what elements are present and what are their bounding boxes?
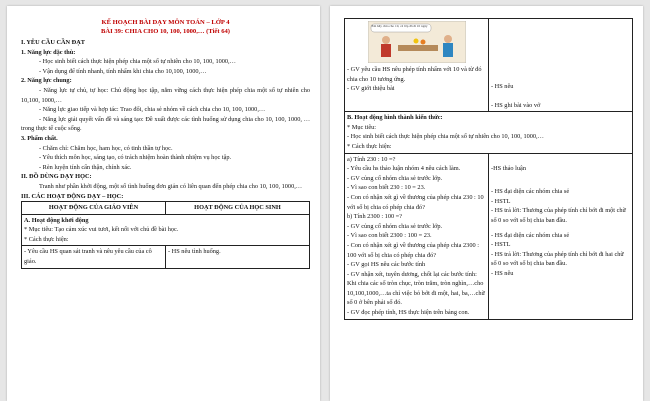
teacher-line: - Vì sao con biết 2300 : 100 = 23. bbox=[347, 232, 432, 240]
teacher-line: - Con có nhận xét gì về thương của phép chia 230 : 10 với số bị chia có phép chia đó? bbox=[347, 193, 484, 211]
paragraph: - Vận dụng để tính nhanh, tính nhẩm khi chia cho 10,100, 1000,… bbox=[39, 67, 207, 75]
table-cell bbox=[345, 153, 489, 319]
lesson-illustration bbox=[368, 21, 466, 63]
activity-a-goal: * Mục tiêu: Tạo cảm xúc vui tươi, kết nối với chủ đề bài học. bbox=[24, 226, 179, 234]
teacher-line: - Con có nhận xét gì về thương của phép chia 2300 : 100 với số bị chia có phép chia đó? bbox=[347, 241, 479, 259]
paragraph: - Yêu thích môn học, sáng tạo, có trách nhiệm hoàn thành nhiệm vụ học tập. bbox=[39, 154, 232, 162]
table-cell: - Yêu cầu HS quan sát tranh và nêu yêu cầu của cô giáo. bbox=[22, 246, 166, 268]
student-line: - HSTL bbox=[491, 197, 511, 205]
table-cell bbox=[345, 19, 489, 112]
table-row bbox=[22, 214, 310, 246]
student-line: - HS trả lời: Thương của phép tính chỉ bớt đi hai chữ số 0 so với số bị chia ban đầu. bbox=[491, 250, 624, 268]
section-1-3-heading: 3. Phẩm chất. bbox=[21, 134, 58, 142]
teacher-line: b) Tính 2300 : 100 =? bbox=[347, 213, 403, 221]
paragraph: - Học sinh biết cách thực hiện phép chia một số tự nhiên cho 10, 100, 1000,… bbox=[39, 58, 236, 66]
paragraph: - Năng lực giao tiếp và hợp tác: Trao đổi, chia sẻ nhóm về cách chia cho 10, 100, 1000,… bbox=[39, 106, 266, 114]
section-1-2-heading: 2. Năng lực chung: bbox=[21, 77, 72, 85]
teacher-line: - GV gọi HS nêu các bước tính bbox=[347, 261, 426, 269]
lesson-title: BÀI 39: CHIA CHO 10, 100, 1000,… (Tiết 64) bbox=[100, 28, 230, 35]
student-line: - HSTL bbox=[491, 241, 511, 249]
table-row bbox=[345, 112, 633, 153]
teacher-line: - Yêu cầu hs thảo luận nhóm 4 nêu cách làm. bbox=[347, 165, 461, 173]
teacher-line: - GV nhận xét, tuyên dương, chốt lại các bước tính: Khi chia các số tròn chục, tròn trăm, tròn nghìn,…cho 10,100,1000,…ta chỉ việc bỏ bớt đi một, hai, ba,…chữ số 0 ở bên phải số đó. bbox=[347, 270, 485, 307]
section-1-heading: I. YÊU CẦU CẦN ĐẠT bbox=[21, 39, 85, 46]
illustration-caption: Em hãy chia cho 10, cả lớp đã đi 10 ngày bbox=[371, 24, 428, 28]
lesson-plan-title: KẾ HOẠCH BÀI DẠY MÔN TOÁN – LỚP 4 bbox=[101, 19, 230, 26]
teacher-line: - GV củng cố nhóm chia sẻ trước lớp. bbox=[347, 222, 443, 230]
student-line: -HS thảo luận bbox=[491, 164, 526, 172]
student-line: - HS đại diện các nhóm chia sẻ bbox=[491, 188, 570, 196]
document-page-2 bbox=[330, 6, 643, 401]
column-header-teacher: HOẠT ĐỘNG CỦA GIÁO VIÊN bbox=[22, 202, 166, 215]
activities-table-continued bbox=[344, 18, 633, 320]
paragraph: - HS nêu bbox=[491, 83, 514, 90]
activities-table bbox=[21, 201, 310, 269]
activity-a-title: A. Hoạt động khởi động bbox=[24, 216, 89, 224]
paragraph: - Năng lực giải quyết vấn đề và sáng tạo: Đề xuất được các tình huống sử dụng chia cho 10, 100, 1000, … trong thực tế cuộc sống. bbox=[21, 115, 310, 133]
table-cell bbox=[489, 19, 633, 112]
paragraph: - Năng lực tự chủ, tự học: Chủ động học tập, nắm vững cách thực hiện phép chia một số tự nhiên cho 10,100, 1000,… bbox=[21, 86, 310, 104]
teacher-line: a) Tính 230 : 10 =? bbox=[347, 155, 396, 163]
paragraph: - Chăm chỉ: Chăm học, ham học, có tinh thần tự học. bbox=[39, 144, 173, 152]
section-1-1-heading: 1. Năng lực đặc thù: bbox=[21, 48, 76, 56]
section-3-heading: III. CÁC HOẠT ĐỘNG DẠY – HỌC: bbox=[21, 192, 124, 200]
student-line: - HS trả lời: Thương của phép tính chỉ bớt đi một chữ số 0 so với số bị chia ban đầu. bbox=[491, 207, 626, 224]
student-line: - HS đại diện các nhóm chia sẻ bbox=[491, 231, 570, 239]
teacher-line: - Vì sao con biết 230 : 10 = 23. bbox=[347, 184, 426, 192]
document-page-1 bbox=[7, 6, 320, 401]
activity-b-title: B. Hoạt động hình thành kiến thức: bbox=[347, 114, 443, 122]
activity-b-goal-text: - Học sinh biết cách thực hiện phép chia một số tự nhiên cho 10, 100, 1000,… bbox=[347, 133, 544, 141]
column-header-student: HOẠT ĐỘNG CỦA HỌC SINH bbox=[166, 202, 310, 215]
table-cell bbox=[489, 153, 633, 319]
paragraph: - Rèn luyện tính cẩn thận, chính xác. bbox=[39, 163, 132, 171]
section-2-heading: II. ĐỒ DÙNG DẠY HỌC: bbox=[21, 173, 92, 181]
activity-b-method: * Cách thực hiện: bbox=[347, 142, 392, 150]
paragraph: Tranh như phần khởi động, một số tình huống đơn giản có liên quan đến phép chia cho 10, 100, 1000,… bbox=[39, 182, 303, 190]
paragraph: - GV yêu cầu HS nêu phép tính nhẩm với 10 và từ đó chia cho 10 tương ứng. bbox=[347, 66, 482, 83]
teacher-line: - GV củng cố nhóm chia sẻ trước lớp. bbox=[347, 174, 443, 182]
table-cell: - HS nêu tình huống. bbox=[166, 246, 310, 268]
student-line: - HS nêu bbox=[491, 269, 514, 277]
teacher-line: - GV đọc phép tính, HS thực hiện trên bảng con. bbox=[347, 309, 470, 317]
activity-a-method: * Cách thực hiện: bbox=[24, 235, 69, 243]
activity-b-goal: * Mục tiêu: bbox=[347, 123, 377, 131]
paragraph: - HS ghi bài vào vở bbox=[491, 101, 541, 109]
paragraph: - GV giới thiệu bài bbox=[347, 85, 395, 93]
